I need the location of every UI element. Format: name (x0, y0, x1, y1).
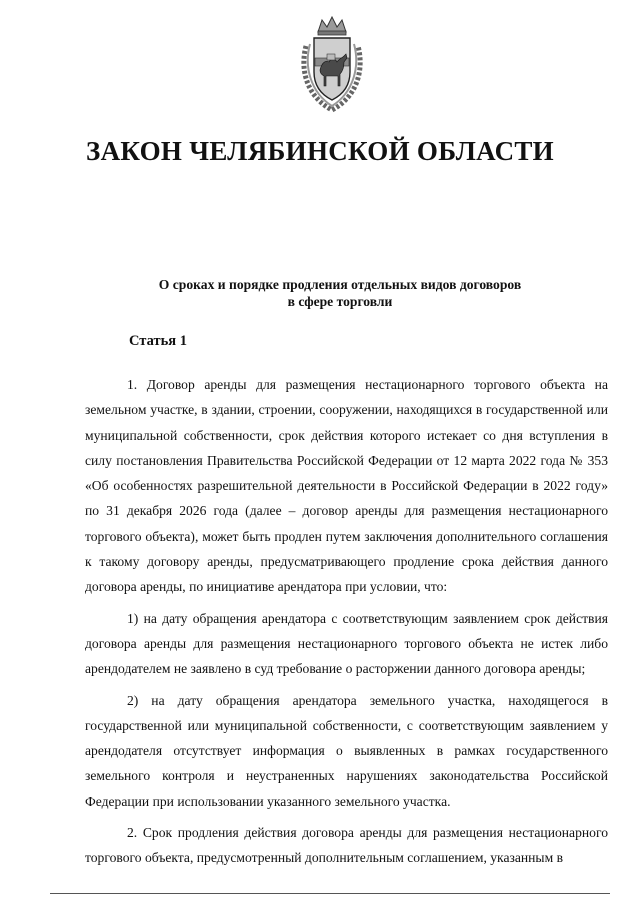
page-bottom-rule (50, 893, 610, 894)
subtitle-line-2: в сфере торговли (287, 294, 393, 309)
paragraph-item-2: 2) на дату обращения арендатора земельного участка, находящегося в государственной или муниципальной собственности, с соответствующим заявлением у арендодателя отсутствует информация о выявленных в рамках государственного земельного контроля и неустраненных нарушениях законодательства Российской Федерации при использовании указанного земельного участка. (85, 692, 608, 809)
subtitle-line-1: О сроках и порядке продления отдельных видов договоров (158, 277, 522, 292)
document-title: ЗАКОН ЧЕЛЯБИНСКОЙ ОБЛАСТИ (86, 136, 554, 166)
coat-of-arms-emblem (296, 14, 368, 114)
law-subtitle (120, 276, 560, 310)
paragraph-2: 2. Срок продления действия договора аренды для размещения нестационарного торгового объекта, предусмотренный дополнительным соглашением, указанным в (85, 825, 608, 866)
paragraph-1: 1. Договор аренды для размещения нестационарного торгового объекта на земельном участке, в здании, строении, сооружении, находящихся в государственной или муниципальной собственности, срок действия которого истекает со дня вступления в силу постановления Правительства Российской Федерации от 12 марта 2022 года № 353 «Об особенностях разрешительной деятельности в Российской Федерации в 2022 году» по 31 декабря 2026 года (далее – договор аренды для размещения нестационарного торгового объекта), может быть продлен путем заключения дополнительного соглашения к такому договору аренды, предусматривающего продление срока действия данного договора аренды, по инициативе арендатора при условии, что: (85, 377, 608, 595)
article-body (85, 372, 608, 877)
article-heading: Статья 1 (129, 333, 187, 349)
paragraph-item-1: 1) на дату обращения арендатора с соответствующим заявлением срок действия договора аренды для размещения нестационарного торгового объекта не истек либо арендодателем не заявлено в суд требование о расторжении данного договора аренды; (85, 610, 608, 677)
